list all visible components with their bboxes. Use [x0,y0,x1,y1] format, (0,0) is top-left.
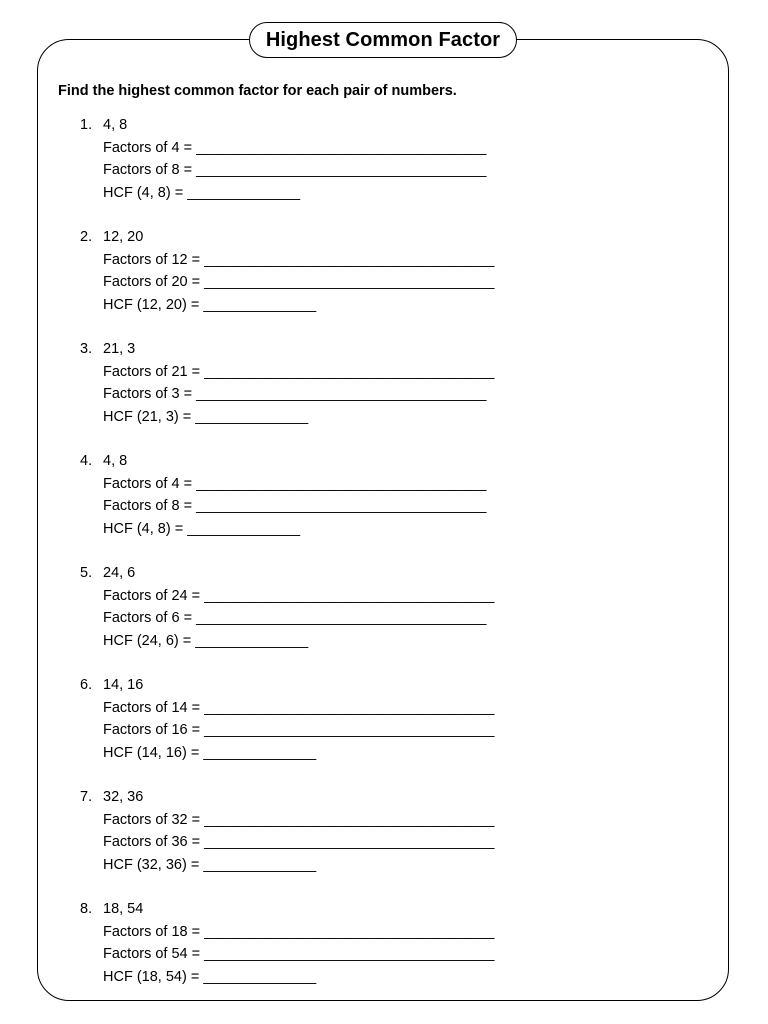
hcf-line: HCF (18, 54) = ______________ [103,968,317,985]
problem-6 [80,674,494,764]
factors-b-line: Factors of 8 = ____________________________________ [103,498,487,514]
factors-b-line: Factors of 54 = ____________________________________ [103,946,495,962]
problem-2 [80,226,494,316]
problem-pair: 21, 3 [103,341,136,357]
problem-pair: 32, 36 [103,789,144,805]
hcf-line: HCF (4, 8) = ______________ [103,520,301,537]
factors-a-line: Factors of 21 = ____________________________________ [103,363,495,380]
worksheet-title [249,22,517,58]
factors-b-line: Factors of 3 = ____________________________________ [103,386,487,402]
problem-7 [80,786,494,876]
problem-number: 2. [80,229,93,245]
problem-number: 6. [80,677,93,693]
problem-pair: 12, 20 [103,229,144,245]
problem-number: 4. [80,453,93,469]
factors-b-line: Factors of 36 = ____________________________________ [103,834,495,850]
factors-b-line: Factors of 16 = ____________________________________ [103,722,495,738]
factors-a-line: Factors of 14 = ____________________________________ [103,699,495,716]
instructions: Find the highest common factor for each pair of numbers. [58,83,457,99]
worksheet-title-text: Highest Common Factor [265,28,501,51]
hcf-line: HCF (32, 36) = ______________ [103,856,317,873]
factors-a-line: Factors of 4 = ____________________________________ [103,475,487,492]
factors-b-line: Factors of 6 = ____________________________________ [103,610,487,626]
factors-a-line: Factors of 4 = ____________________________________ [103,139,487,156]
problem-number: 5. [80,565,93,581]
problem-pair: 4, 8 [103,117,128,133]
problem-4 [80,450,486,540]
hcf-line: HCF (14, 16) = ______________ [103,744,317,761]
problem-pair: 14, 16 [103,677,144,693]
problem-number: 7. [80,789,93,805]
problem-number: 3. [80,341,93,357]
factors-b-line: Factors of 20 = ____________________________________ [103,274,495,290]
factors-a-line: Factors of 24 = ____________________________________ [103,587,495,604]
problem-pair: 24, 6 [103,565,136,581]
hcf-line: HCF (12, 20) = ______________ [103,296,317,313]
problem-8 [80,898,494,988]
factors-a-line: Factors of 12 = ____________________________________ [103,251,495,268]
hcf-line: HCF (24, 6) = ______________ [103,632,309,649]
problem-1 [80,114,486,204]
problem-5 [80,562,494,652]
problem-3 [80,338,494,428]
problem-pair: 18, 54 [103,901,144,917]
hcf-line: HCF (4, 8) = ______________ [103,184,301,201]
hcf-line: HCF (21, 3) = ______________ [103,408,309,425]
problem-pair: 4, 8 [103,453,128,469]
problem-number: 1. [80,117,93,133]
factors-b-line: Factors of 8 = ____________________________________ [103,162,487,178]
problem-number: 8. [80,901,93,917]
factors-a-line: Factors of 18 = ____________________________________ [103,923,495,940]
factors-a-line: Factors of 32 = ____________________________________ [103,811,495,828]
